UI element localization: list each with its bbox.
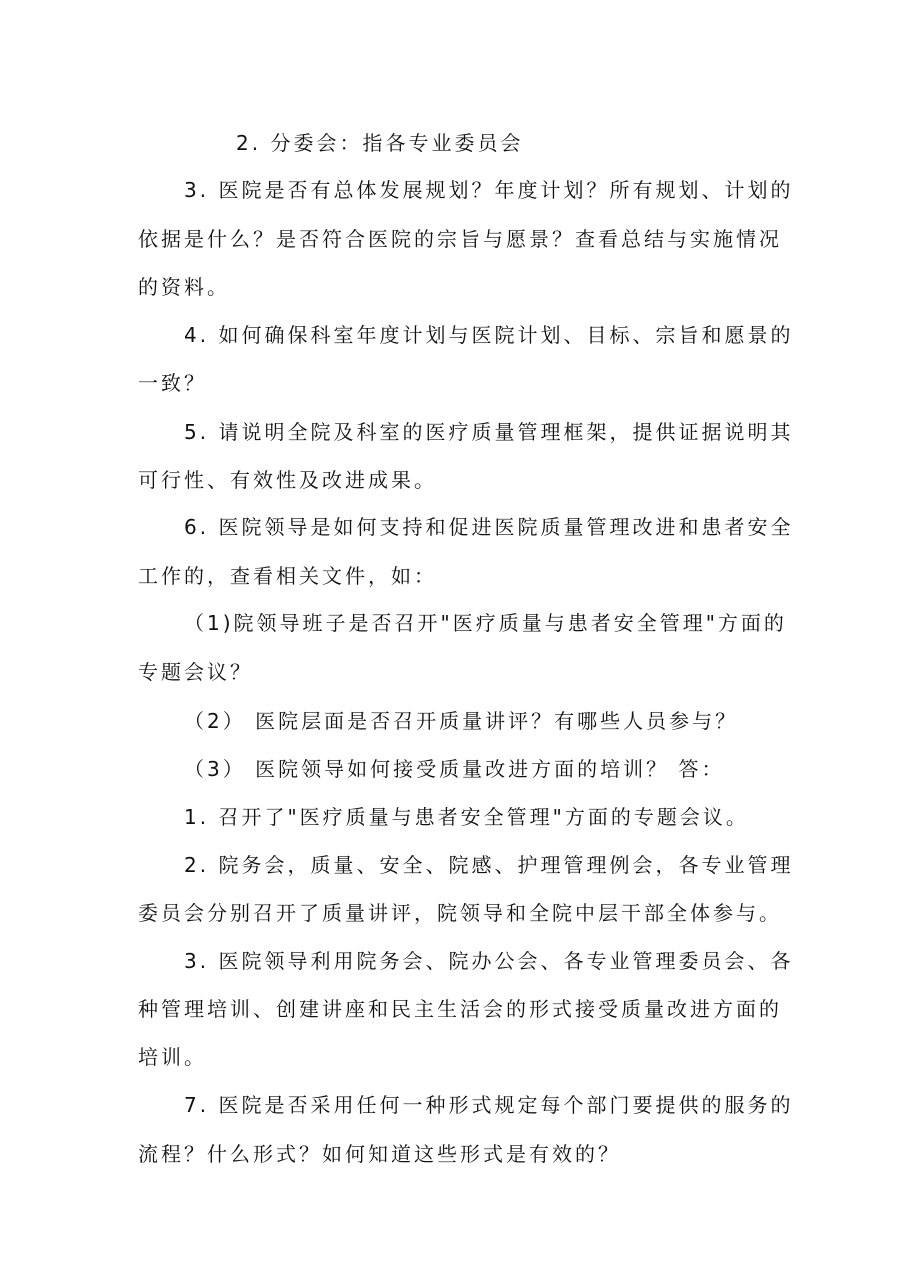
- text-line: 依据是什么？是否符合医院的宗旨与愿景？查看总结与实施情况: [138, 227, 782, 251]
- text-line: 3. 医院领导利用院务会、院办公会、各专业管理委员会、各: [184, 949, 794, 973]
- text-line: 一致？: [138, 371, 207, 395]
- text-line: 4. 如何确保科室年度计划与医院计划、目标、宗旨和愿景的: [184, 323, 794, 347]
- text-line: 专题会议？: [138, 660, 253, 684]
- text-line: 6. 医院领导是如何支持和促进医院质量管理改进和患者安全: [184, 515, 794, 539]
- text-line: 种管理培训、创建讲座和民主生活会的形式接受质量改进方面的: [138, 997, 782, 1021]
- text-line: 7. 医院是否采用任何一种形式规定每个部门要提供的服务的: [184, 1093, 794, 1117]
- text-line: 的资料。: [138, 275, 230, 299]
- text-line: 培训。: [138, 1045, 207, 1069]
- text-line: 2. 院务会，质量、安全、院感、护理管理例会，各专业管理: [184, 853, 794, 877]
- text-line: 可行性、有效性及改进成果。: [138, 468, 437, 492]
- text-line: 工作的，查看相关文件，如：: [138, 564, 437, 588]
- text-line: 2. 分委会：指各专业委员会: [236, 131, 524, 155]
- text-line: 5. 请说明全院及科室的医疗质量管理框架，提供证据说明其: [184, 420, 794, 444]
- text-line: （3） 医院领导如何接受质量改进方面的培训？ 答：: [184, 757, 725, 781]
- text-line: （1)院领导班子是否召开"医疗质量与患者安全管理"方面的: [184, 611, 787, 635]
- text-line: 委员会分别召开了质量讲评，院领导和全院中层干部全体参与。: [138, 901, 782, 925]
- text-line: 1. 召开了"医疗质量与患者安全管理"方面的专题会议。: [184, 805, 749, 829]
- text-line: 流程？什么形式？如何知道这些形式是有效的？: [138, 1142, 621, 1166]
- text-line: （2） 医院层面是否召开质量讲评？有哪些人员参与？: [184, 709, 739, 733]
- text-line: 3. 医院是否有总体发展规划？年度计划？所有规划、计划的: [184, 178, 794, 202]
